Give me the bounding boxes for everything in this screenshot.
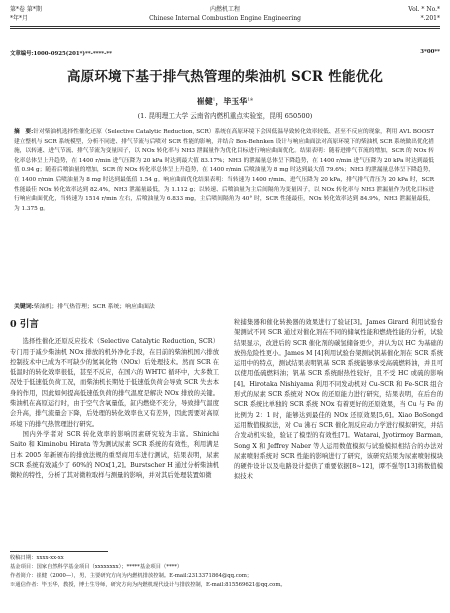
section-heading: 0 引言 <box>10 319 39 330</box>
body-paragraph: 国内外学者对 SCR 转化效率的影响因素研究较为丰富。Shinichi Saito 和 Kiminobu Hirata 等为测试尿素 SCR 系统的有效性，利用满足日本 2005 年新颁布的排放法规的重型商用车进行测试，结果表明，尿素 SCR 系统有效减少了 60%的 NOx[1,2]。Burstscher H 通过分析柴油机微粒的特性，分析了其对微粒取样与测量的影响，并对其后处理装置如微 <box>10 430 219 480</box>
journal-name-cn: 内燃机工程 <box>209 6 240 13</box>
journal-name-en: Chinese Internal Combustion Engine Engineering <box>149 15 301 22</box>
author-line <box>0 96 450 107</box>
abstract <box>14 128 434 214</box>
abstract-text: 针对柴油机选择性催化还原（Selective Catalytic Reduction, SCR）系统在高原环境下会因低温导致转化效率较低、甚至不反应的现象，利用 AVL BOOST 建立整机与 SCR 系统模型，分析不同进、排气节流与后喷对 SCR 性能的影响，并结合 Box-Behnken 设计与响应曲面法对高原环境下的柴油机 SCR 系统做出优化措施，以转速、进气节流、排气节流为变量因子，以 NOx 转化率与 NH3 泄漏量作为优化目标进行响应曲面优化。结果表明：随着进排气节流的增加，SCR 的 NOx 转化率总体呈上升趋势，在 1400 r/min 进气压降为 20 kPa 时达到最大值 83.17%；NH3 的泄漏量总体呈下降趋势，在 1400 r/min 进气压降为 20 kPa 时达到最低值 0.94 g；随着后喷油量的增加，SCR 的 NOx 转化率总体呈上升趋势，在 1400 r/min 后喷油量为 8 mg 时达到最大值 79.6%；NH3 的泄漏量总体呈下降趋势，在 1400 r/min 后喷油量为 8 mg 时达到最低值 1.54 g。响应曲面优化结果表明：当转速为 1400 r/min、进气压降为 20 kPa，排气排气背压为 20 kPa 时，SCR 性能最佳 NOx 转化效率达到 82.4%，NH3 泄漏量最低，为 1.112 g；以转速、后喷油量为主后间隔角为变量因子，以 NOx 转化率与 NH3 泄漏量作为优化目标进行响应曲面优化，当转速为 1514 r/min 左右，后喷油量为 6.833 mg，主后喷间隔角为 40° 时，SCR 性能最佳，NOx 转化效率达到 84.9%，NH3 泄漏量最低，为 1.375 g。 <box>14 129 434 212</box>
paper-title: 高原环境下基于排气热管理的柴油机 SCR 性能优化 <box>66 69 384 85</box>
author-separator: ， <box>215 96 224 106</box>
author-superscript: 1※ <box>247 96 254 102</box>
abstract-label: 摘 要: <box>14 129 34 135</box>
publication-year: *.201* <box>420 15 440 22</box>
footnote-received: 收稿日期：xxxx-xx-xx <box>10 555 64 561</box>
author-name: 毕玉华 <box>223 96 248 106</box>
article-number: 文章编号:1000-0925(201*)**-****-** <box>10 51 112 57</box>
footnote-rule <box>10 551 108 552</box>
keywords-label: 关键词: <box>14 303 34 310</box>
body-paragraph: 选择性催化还原反应技术（Selective Catalytic Reduction, SCR）专门用于减少柴油机 NOx 排放的机外净化手段，在目前的柴油机国六排放控制技术中已成为不可缺少的氮氧化物（NOx）后处理技术。然而 SCR 在低温时的转化效率很低，甚至不反应，在国六的 WHTC 循环中，大多数工况处于低速低负荷工况，而柴油机长期处于低速低负荷会导致 SCR 失去本身的作用，因此如何提高低速低负荷的排气温度是解决 NOx 排放的关键。柴油机在高原运行时，由于空气含氧量低，缸内燃烧不充分，导致排气温度会升高，排气流量会下降，后处理的转化效率也又有差异，因此需要对高原环境下的排气热管理进行研究。 <box>10 338 219 428</box>
footnote-author-bio: 作者简介：崔健（2000—），男，主要研究方向为内燃机排放控制。E-mail:2313371864@qq.com； <box>10 573 253 579</box>
footnote-corresponding-author: ※通信作者：毕玉华，教授，博士生导师，研究方向为内燃机现代设计与排放控制，E-mail:815569621@qq.com。 <box>10 582 286 588</box>
body-column-left <box>10 320 219 481</box>
keywords <box>14 302 434 312</box>
volume-issue-en: Vol. * No.* <box>408 6 440 13</box>
keywords-text: 柴油机；排气热管理；SCR 系统；响应曲面法 <box>33 304 155 310</box>
volume-issue: 第*卷 第*期 <box>10 6 42 13</box>
publication-date: *年*月 <box>10 15 29 22</box>
body-paragraph: 粒捕集器和催化转换器的效果进行了验证[3]。James Girard 利用试验台架测试不同 SCR 通过对催化剂在不同的储氧性能和燃烧性能的分析，试验结果显示，改进后的 SCR 催化剂的碳氢储备更少，并认为以 HC 为基础的放热危险性更小。James M [4]利用试验台架测试钒基催化剂在 SCR 系统运用中的特点，测试结果表明钒基 SCR 系统能够承受高硫燃料油，并且可以使用低硫燃料油；钒基 SCR 系统耐热性较好，且不受 HC 或硫的影响[4]。Hirotaka Nishiyama 利用不同发动机对 Cu-SCR 和 Fe-SCR 组合形式的尿素 SCR 系统对 NOx 的还原能力进行研究，结果表明，在后台的 SCR 系统比单独的 SCR 系统 NOx 有着更好的还原效果，当 Cu 与 Fe 的比例为 2：1 时，能够达到最佳的 NOx 还原效果[5,6]。Xiao BoSongd 运用数值模拟法，对 Cu 沸石 SCR 催化剂反应动力学进行模拟研究，并结合发动机实验，验证了模型的有效性[7]。Watarai, Jyotirmoy Barman, Song X 和 Jeffrey Naber 等人运用数值模拟与试验模拟相结合的办法对尿素喷射系统对 SCR 性能的影响进行了研究，该研究结果为尿素喷射模块的硬件设计以及电路设计提供了重要依据[8~12]，谭不强等[13]将数值模拟技术 <box>234 319 443 481</box>
author-name: 崔健 <box>196 96 213 106</box>
body-column-right <box>234 318 443 483</box>
header-rule-top <box>10 26 440 27</box>
footnote-fund: 基金项目：国家自然科学基金项目（xxxxxxxx）；*****基金项目（****） <box>10 564 183 570</box>
footnotes <box>10 554 440 590</box>
header-rule-bottom <box>10 28 440 29</box>
article-meta <box>10 49 440 57</box>
author-superscript: 1 <box>212 96 216 102</box>
affiliation: (1. 昆明理工大学 云南省内燃机重点实验室，昆明 650500) <box>137 112 313 120</box>
classification-code: 3*00** <box>420 49 440 55</box>
